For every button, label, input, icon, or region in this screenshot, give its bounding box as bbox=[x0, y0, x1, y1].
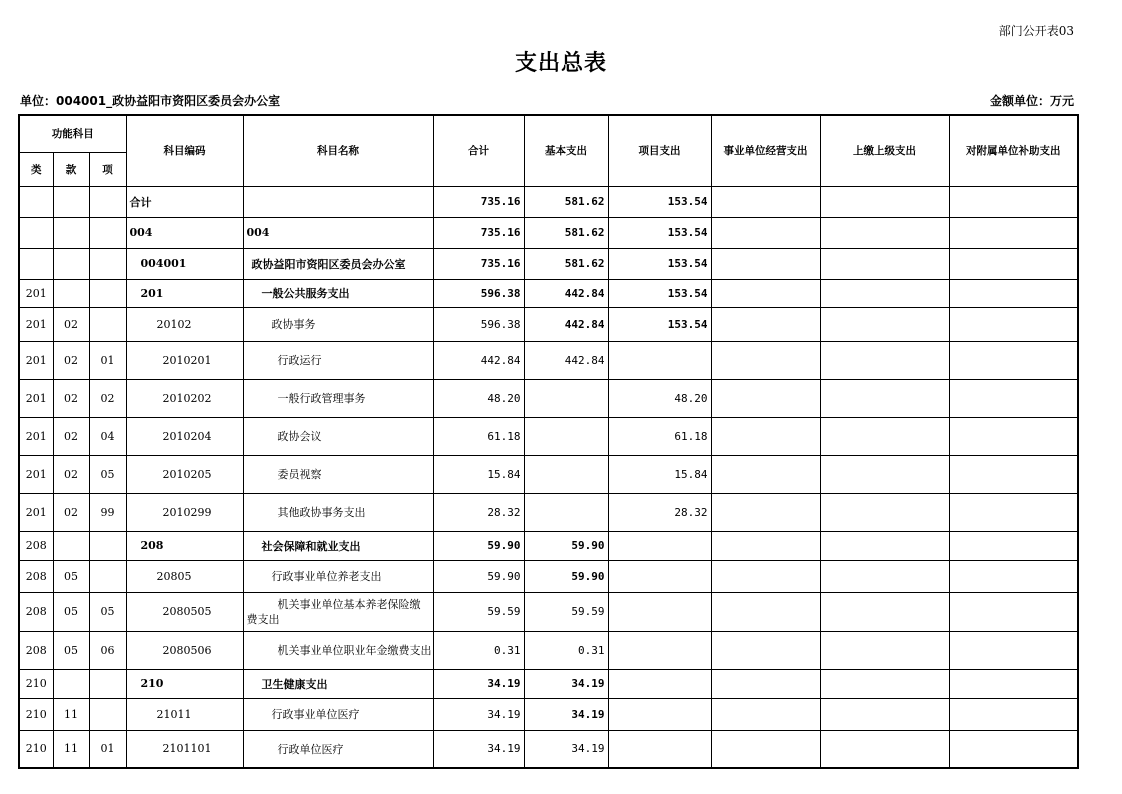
cell-basic: 59.59 bbox=[524, 592, 608, 631]
table-body bbox=[19, 186, 1078, 768]
cell-upper bbox=[820, 493, 949, 531]
cell-subsidy bbox=[949, 560, 1078, 592]
cell-upper bbox=[820, 248, 949, 279]
cell-subsidy bbox=[949, 279, 1078, 307]
cell-subsidy bbox=[949, 730, 1078, 768]
header-business: 事业单位经营支出 bbox=[711, 115, 820, 186]
cell-subsidy bbox=[949, 592, 1078, 631]
cell-code: 004001 bbox=[126, 248, 243, 279]
cell-code: 2010299 bbox=[126, 493, 243, 531]
cell-lei: 201 bbox=[19, 455, 53, 493]
cell-xiang bbox=[89, 279, 126, 307]
cell-project bbox=[608, 698, 711, 730]
cell-total: 34.19 bbox=[433, 698, 524, 730]
table-row bbox=[19, 455, 1078, 493]
cell-xiang bbox=[89, 560, 126, 592]
unit-label: 单位：004001_政协益阳市资阳区委员会办公室 bbox=[20, 94, 281, 108]
cell-kuan bbox=[53, 248, 89, 279]
cell-project bbox=[608, 669, 711, 698]
cell-lei: 210 bbox=[19, 730, 53, 768]
header-name: 科目名称 bbox=[243, 115, 433, 186]
cell-lei: 210 bbox=[19, 669, 53, 698]
table-row bbox=[19, 493, 1078, 531]
cell-name: 行政单位医疗 bbox=[243, 730, 433, 768]
cell-kuan: 02 bbox=[53, 455, 89, 493]
cell-subsidy bbox=[949, 307, 1078, 341]
cell-total: 28.32 bbox=[433, 493, 524, 531]
cell-subsidy bbox=[949, 698, 1078, 730]
cell-upper bbox=[820, 730, 949, 768]
cell-total: 59.90 bbox=[433, 531, 524, 560]
cell-code: 210 bbox=[126, 669, 243, 698]
cell-basic: 34.19 bbox=[524, 669, 608, 698]
cell-total: 34.19 bbox=[433, 669, 524, 698]
cell-subsidy bbox=[949, 531, 1078, 560]
cell-code: 2101101 bbox=[126, 730, 243, 768]
header-lei: 类 bbox=[19, 152, 53, 186]
cell-kuan: 02 bbox=[53, 493, 89, 531]
cell-project: 28.32 bbox=[608, 493, 711, 531]
cell-basic: 442.84 bbox=[524, 341, 608, 379]
cell-basic: 34.19 bbox=[524, 730, 608, 768]
cell-lei: 201 bbox=[19, 341, 53, 379]
header-basic: 基本支出 bbox=[524, 115, 608, 186]
table-row bbox=[19, 379, 1078, 417]
cell-project bbox=[608, 560, 711, 592]
cell-xiang: 02 bbox=[89, 379, 126, 417]
cell-xiang bbox=[89, 186, 126, 217]
cell-total: 596.38 bbox=[433, 279, 524, 307]
cell-project: 153.54 bbox=[608, 279, 711, 307]
cell-xiang: 05 bbox=[89, 592, 126, 631]
cell-name: 机关事业单位职业年金缴费支出 bbox=[243, 631, 433, 669]
cell-code: 21011 bbox=[126, 698, 243, 730]
cell-name: 政协事务 bbox=[243, 307, 433, 341]
cell-lei: 208 bbox=[19, 592, 53, 631]
cell-total: 735.16 bbox=[433, 186, 524, 217]
cell-kuan bbox=[53, 279, 89, 307]
cell-xiang: 01 bbox=[89, 341, 126, 379]
cell-code: 2010204 bbox=[126, 417, 243, 455]
header-subsidy: 对附属单位补助支出 bbox=[949, 115, 1078, 186]
cell-business bbox=[711, 341, 820, 379]
cell-upper bbox=[820, 379, 949, 417]
cell-project: 153.54 bbox=[608, 248, 711, 279]
cell-lei: 201 bbox=[19, 307, 53, 341]
cell-lei bbox=[19, 186, 53, 217]
cell-name: 行政事业单位医疗 bbox=[243, 698, 433, 730]
table-row bbox=[19, 698, 1078, 730]
table-row bbox=[19, 531, 1078, 560]
cell-xiang bbox=[89, 531, 126, 560]
cell-project bbox=[608, 531, 711, 560]
cell-total: 34.19 bbox=[433, 730, 524, 768]
cell-business bbox=[711, 455, 820, 493]
cell-lei: 210 bbox=[19, 698, 53, 730]
cell-subsidy bbox=[949, 379, 1078, 417]
cell-project: 153.54 bbox=[608, 217, 711, 248]
cell-name: 卫生健康支出 bbox=[243, 669, 433, 698]
cell-name: 行政事业单位养老支出 bbox=[243, 560, 433, 592]
cell-lei: 201 bbox=[19, 493, 53, 531]
table-header bbox=[19, 115, 1078, 186]
cell-business bbox=[711, 379, 820, 417]
cell-basic: 0.31 bbox=[524, 631, 608, 669]
cell-kuan bbox=[53, 186, 89, 217]
cell-subsidy bbox=[949, 217, 1078, 248]
cell-business bbox=[711, 279, 820, 307]
cell-total: 735.16 bbox=[433, 217, 524, 248]
cell-subsidy bbox=[949, 455, 1078, 493]
cell-basic bbox=[524, 493, 608, 531]
cell-xiang: 01 bbox=[89, 730, 126, 768]
table-row bbox=[19, 592, 1078, 631]
cell-code: 201 bbox=[126, 279, 243, 307]
cell-project bbox=[608, 341, 711, 379]
cell-total: 59.90 bbox=[433, 560, 524, 592]
cell-code: 20102 bbox=[126, 307, 243, 341]
cell-code: 208 bbox=[126, 531, 243, 560]
cell-kuan: 02 bbox=[53, 307, 89, 341]
cell-upper bbox=[820, 560, 949, 592]
cell-code: 004 bbox=[126, 217, 243, 248]
cell-business bbox=[711, 417, 820, 455]
cell-subsidy bbox=[949, 186, 1078, 217]
cell-total: 61.18 bbox=[433, 417, 524, 455]
header-code: 科目编码 bbox=[126, 115, 243, 186]
cell-total: 0.31 bbox=[433, 631, 524, 669]
table-row bbox=[19, 341, 1078, 379]
expenditure-table bbox=[18, 114, 1079, 769]
table-row bbox=[19, 307, 1078, 341]
cell-kuan: 05 bbox=[53, 560, 89, 592]
table-row bbox=[19, 248, 1078, 279]
table-row bbox=[19, 669, 1078, 698]
cell-upper bbox=[820, 341, 949, 379]
cell-business bbox=[711, 669, 820, 698]
cell-upper bbox=[820, 186, 949, 217]
cell-business bbox=[711, 592, 820, 631]
cell-name: 其他政协事务支出 bbox=[243, 493, 433, 531]
cell-business bbox=[711, 186, 820, 217]
cell-kuan bbox=[53, 531, 89, 560]
cell-business bbox=[711, 531, 820, 560]
cell-project bbox=[608, 631, 711, 669]
cell-code: 20805 bbox=[126, 560, 243, 592]
cell-total: 442.84 bbox=[433, 341, 524, 379]
table-row bbox=[19, 186, 1078, 217]
cell-xiang: 99 bbox=[89, 493, 126, 531]
cell-business bbox=[711, 560, 820, 592]
cell-upper bbox=[820, 217, 949, 248]
cell-subsidy bbox=[949, 669, 1078, 698]
cell-upper bbox=[820, 698, 949, 730]
cell-basic: 442.84 bbox=[524, 279, 608, 307]
cell-basic: 34.19 bbox=[524, 698, 608, 730]
table-row bbox=[19, 730, 1078, 768]
cell-basic: 59.90 bbox=[524, 531, 608, 560]
cell-subsidy bbox=[949, 341, 1078, 379]
cell-basic: 581.62 bbox=[524, 186, 608, 217]
cell-code: 2080506 bbox=[126, 631, 243, 669]
cell-business bbox=[711, 730, 820, 768]
cell-kuan bbox=[53, 217, 89, 248]
header-kuan: 款 bbox=[53, 152, 89, 186]
cell-upper bbox=[820, 307, 949, 341]
cell-xiang bbox=[89, 248, 126, 279]
cell-name: 委员视察 bbox=[243, 455, 433, 493]
cell-total: 15.84 bbox=[433, 455, 524, 493]
cell-business bbox=[711, 698, 820, 730]
cell-name: 一般公共服务支出 bbox=[243, 279, 433, 307]
page-title: 支出总表 bbox=[514, 51, 607, 76]
cell-basic bbox=[524, 379, 608, 417]
cell-upper bbox=[820, 279, 949, 307]
cell-basic: 581.62 bbox=[524, 248, 608, 279]
header-total: 合计 bbox=[433, 115, 524, 186]
cell-business bbox=[711, 631, 820, 669]
cell-name: 政协会议 bbox=[243, 417, 433, 455]
cell-subsidy bbox=[949, 631, 1078, 669]
cell-lei: 208 bbox=[19, 531, 53, 560]
cell-upper bbox=[820, 592, 949, 631]
cell-upper bbox=[820, 455, 949, 493]
cell-total: 596.38 bbox=[433, 307, 524, 341]
table-row bbox=[19, 217, 1078, 248]
cell-basic: 442.84 bbox=[524, 307, 608, 341]
cell-lei bbox=[19, 248, 53, 279]
cell-project bbox=[608, 730, 711, 768]
cell-code: 合计 bbox=[126, 186, 243, 217]
cell-business bbox=[711, 307, 820, 341]
form-number: 部门公开表03 bbox=[998, 24, 1074, 38]
cell-project: 153.54 bbox=[608, 186, 711, 217]
cell-xiang: 04 bbox=[89, 417, 126, 455]
cell-kuan: 02 bbox=[53, 417, 89, 455]
header-func-subject: 功能科目 bbox=[19, 115, 126, 152]
cell-lei: 201 bbox=[19, 379, 53, 417]
cell-name: 004 bbox=[243, 217, 433, 248]
cell-upper bbox=[820, 631, 949, 669]
cell-name bbox=[243, 186, 433, 217]
cell-code: 2010202 bbox=[126, 379, 243, 417]
cell-xiang bbox=[89, 669, 126, 698]
cell-lei: 201 bbox=[19, 417, 53, 455]
cell-name: 社会保障和就业支出 bbox=[243, 531, 433, 560]
cell-name: 行政运行 bbox=[243, 341, 433, 379]
cell-name: 政协益阳市资阳区委员会办公室 bbox=[243, 248, 433, 279]
table-row bbox=[19, 560, 1078, 592]
cell-project: 15.84 bbox=[608, 455, 711, 493]
amount-unit-label: 金额单位：万元 bbox=[989, 94, 1074, 108]
cell-xiang: 06 bbox=[89, 631, 126, 669]
cell-xiang bbox=[89, 217, 126, 248]
header-upper: 上缴上级支出 bbox=[820, 115, 949, 186]
cell-total: 735.16 bbox=[433, 248, 524, 279]
cell-subsidy bbox=[949, 248, 1078, 279]
cell-basic bbox=[524, 455, 608, 493]
header-project: 项目支出 bbox=[608, 115, 711, 186]
cell-upper bbox=[820, 417, 949, 455]
cell-kuan: 11 bbox=[53, 698, 89, 730]
cell-kuan: 02 bbox=[53, 379, 89, 417]
cell-upper bbox=[820, 669, 949, 698]
cell-kuan: 02 bbox=[53, 341, 89, 379]
cell-xiang: 05 bbox=[89, 455, 126, 493]
cell-name: 一般行政管理事务 bbox=[243, 379, 433, 417]
cell-project bbox=[608, 592, 711, 631]
cell-total: 48.20 bbox=[433, 379, 524, 417]
cell-project: 153.54 bbox=[608, 307, 711, 341]
cell-subsidy bbox=[949, 417, 1078, 455]
cell-xiang bbox=[89, 698, 126, 730]
cell-kuan bbox=[53, 669, 89, 698]
cell-lei: 201 bbox=[19, 279, 53, 307]
cell-upper bbox=[820, 531, 949, 560]
cell-business bbox=[711, 248, 820, 279]
cell-code: 2010201 bbox=[126, 341, 243, 379]
cell-kuan: 05 bbox=[53, 592, 89, 631]
cell-subsidy bbox=[949, 493, 1078, 531]
cell-name: 机关事业单位基本养老保险缴费支出 bbox=[243, 592, 433, 631]
cell-kuan: 05 bbox=[53, 631, 89, 669]
cell-kuan: 11 bbox=[53, 730, 89, 768]
cell-lei: 208 bbox=[19, 560, 53, 592]
cell-xiang bbox=[89, 307, 126, 341]
table-row bbox=[19, 417, 1078, 455]
cell-basic bbox=[524, 417, 608, 455]
cell-business bbox=[711, 493, 820, 531]
cell-code: 2080505 bbox=[126, 592, 243, 631]
cell-basic: 581.62 bbox=[524, 217, 608, 248]
cell-project: 61.18 bbox=[608, 417, 711, 455]
cell-total: 59.59 bbox=[433, 592, 524, 631]
cell-lei bbox=[19, 217, 53, 248]
header-xiang: 项 bbox=[89, 152, 126, 186]
cell-business bbox=[711, 217, 820, 248]
table-row bbox=[19, 279, 1078, 307]
cell-basic: 59.90 bbox=[524, 560, 608, 592]
table-row bbox=[19, 631, 1078, 669]
cell-project: 48.20 bbox=[608, 379, 711, 417]
cell-code: 2010205 bbox=[126, 455, 243, 493]
cell-lei: 208 bbox=[19, 631, 53, 669]
